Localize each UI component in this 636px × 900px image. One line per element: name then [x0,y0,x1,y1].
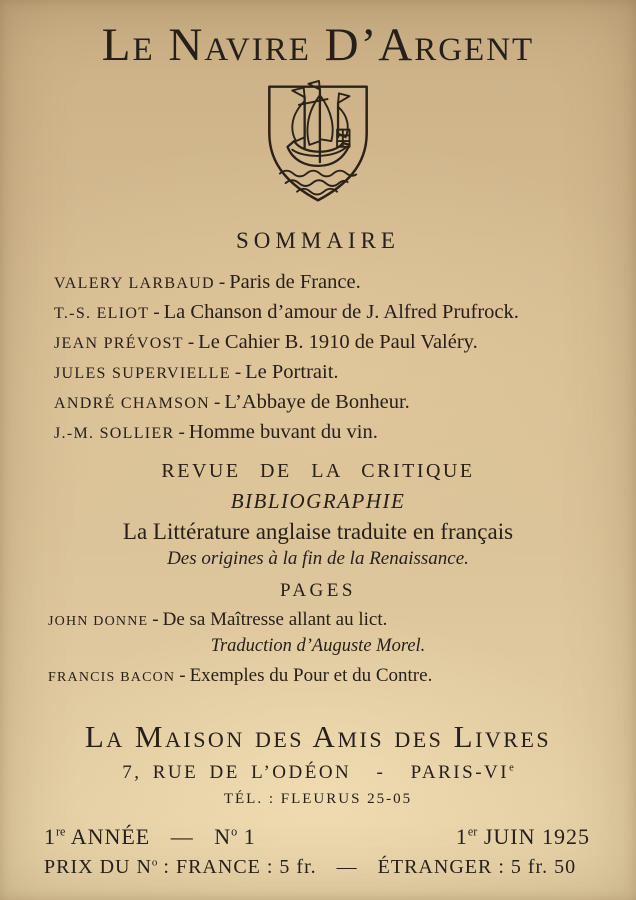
toc-author: JULES SUPERVIELLE [54,364,231,382]
publisher-name: La Maison des Amis des Livres [84,718,552,754]
date-month-year: JUIN 1925 [483,823,590,849]
sailing-ship-shield-icon [260,80,376,206]
issue-number-label: N [214,823,232,849]
issue-volume: 1 [44,823,56,849]
toc-author: JEAN PRÉVOST [54,334,184,352]
publisher-city: PARIS-VI [410,761,510,783]
toc-work-title: Paris de France. [229,270,361,293]
toc-work-title: L’Abbaye de Bonheur. [224,390,410,413]
bibliographie-subtitle: Des origines à la fin de la Renaissance. [167,547,469,569]
price-prefix: PRIX DU N [44,855,152,878]
toc-separator: - [234,361,242,383]
translation-note: Traduction d’Auguste Morel. [210,635,426,656]
sommaire-heading: SOMMAIRE [236,227,400,253]
issue-dash: — [170,823,194,849]
toc-author: VALERY LARBAUD [54,274,215,292]
toc-item [54,358,636,388]
issue-number: 1 [243,823,256,849]
toc-separator: - [178,421,185,443]
pages-author: JOHN DONNE [48,613,149,629]
toc-work-title: Homme buvant du vin. [188,420,378,443]
address-separator: - [376,761,386,783]
pages-item [48,608,636,634]
toc-separator: - [214,391,221,413]
toc-item [54,268,636,298]
publisher-street: 7, RUE DE L’ODÉON [122,761,352,783]
pages-heading: PAGES [280,579,356,601]
toc-work-title: Le Cahier B. 1910 de Paul Valéry. [198,330,478,353]
date-day-superscript: er [467,824,478,839]
pages-author: FRANCIS BACON [48,669,176,685]
toc-item [54,328,636,358]
pages-work-title: Exemples du Pour et du Contre. [189,664,433,686]
publisher-city-superscript: e [509,762,514,774]
toc-separator: - [187,331,195,353]
pages-list [0,608,636,634]
sommaire-list [0,268,636,448]
price-superscript: o [151,856,158,869]
bibliographie-title: La Littérature anglaise traduite en français [122,518,514,544]
pages-separator: - [152,608,159,630]
issue-volume-superscript: re [56,824,66,839]
toc-work-title: Le Portrait. [245,360,339,383]
issue-volume-label: ANNÉE [70,823,151,849]
toc-work-title: La Chanson d’amour de J. Alfred Prufrock. [163,300,519,323]
pages-work-title: De sa Maîtresse allant au lict. [162,608,388,630]
toc-separator: - [153,301,160,323]
toc-separator: - [218,271,226,293]
toc-author: ANDRÉ CHAMSON [54,394,211,412]
pages-list [0,664,636,690]
price-dash: — [336,855,358,878]
issue-info [44,824,256,850]
price-france: : FRANCE : 5 fr. [163,855,317,878]
bibliographie-heading: BIBLIOGRAPHIE [230,488,406,513]
publisher-address [0,762,636,784]
price-row [0,856,636,879]
price-etranger: ÉTRANGER : 5 fr. 50 [377,855,577,878]
revue-critique-heading: REVUE DE LA CRITIQUE [161,459,475,482]
date-day: 1 [455,823,468,849]
pages-separator: - [179,664,186,686]
page-title: Le Navire D’Argent [101,19,535,71]
publisher-phone: TÉL. : FLEURUS 25-05 [223,790,413,807]
pages-item [48,664,636,690]
issue-date [456,824,590,850]
toc-item [54,418,636,448]
issue-date-row [0,824,636,850]
toc-item [54,388,636,418]
toc-author: J.-M. SOLLIER [54,424,175,442]
toc-item [54,298,636,328]
issue-number-superscript: o [231,824,238,839]
toc-author: T.-S. ELIOT [54,304,150,322]
